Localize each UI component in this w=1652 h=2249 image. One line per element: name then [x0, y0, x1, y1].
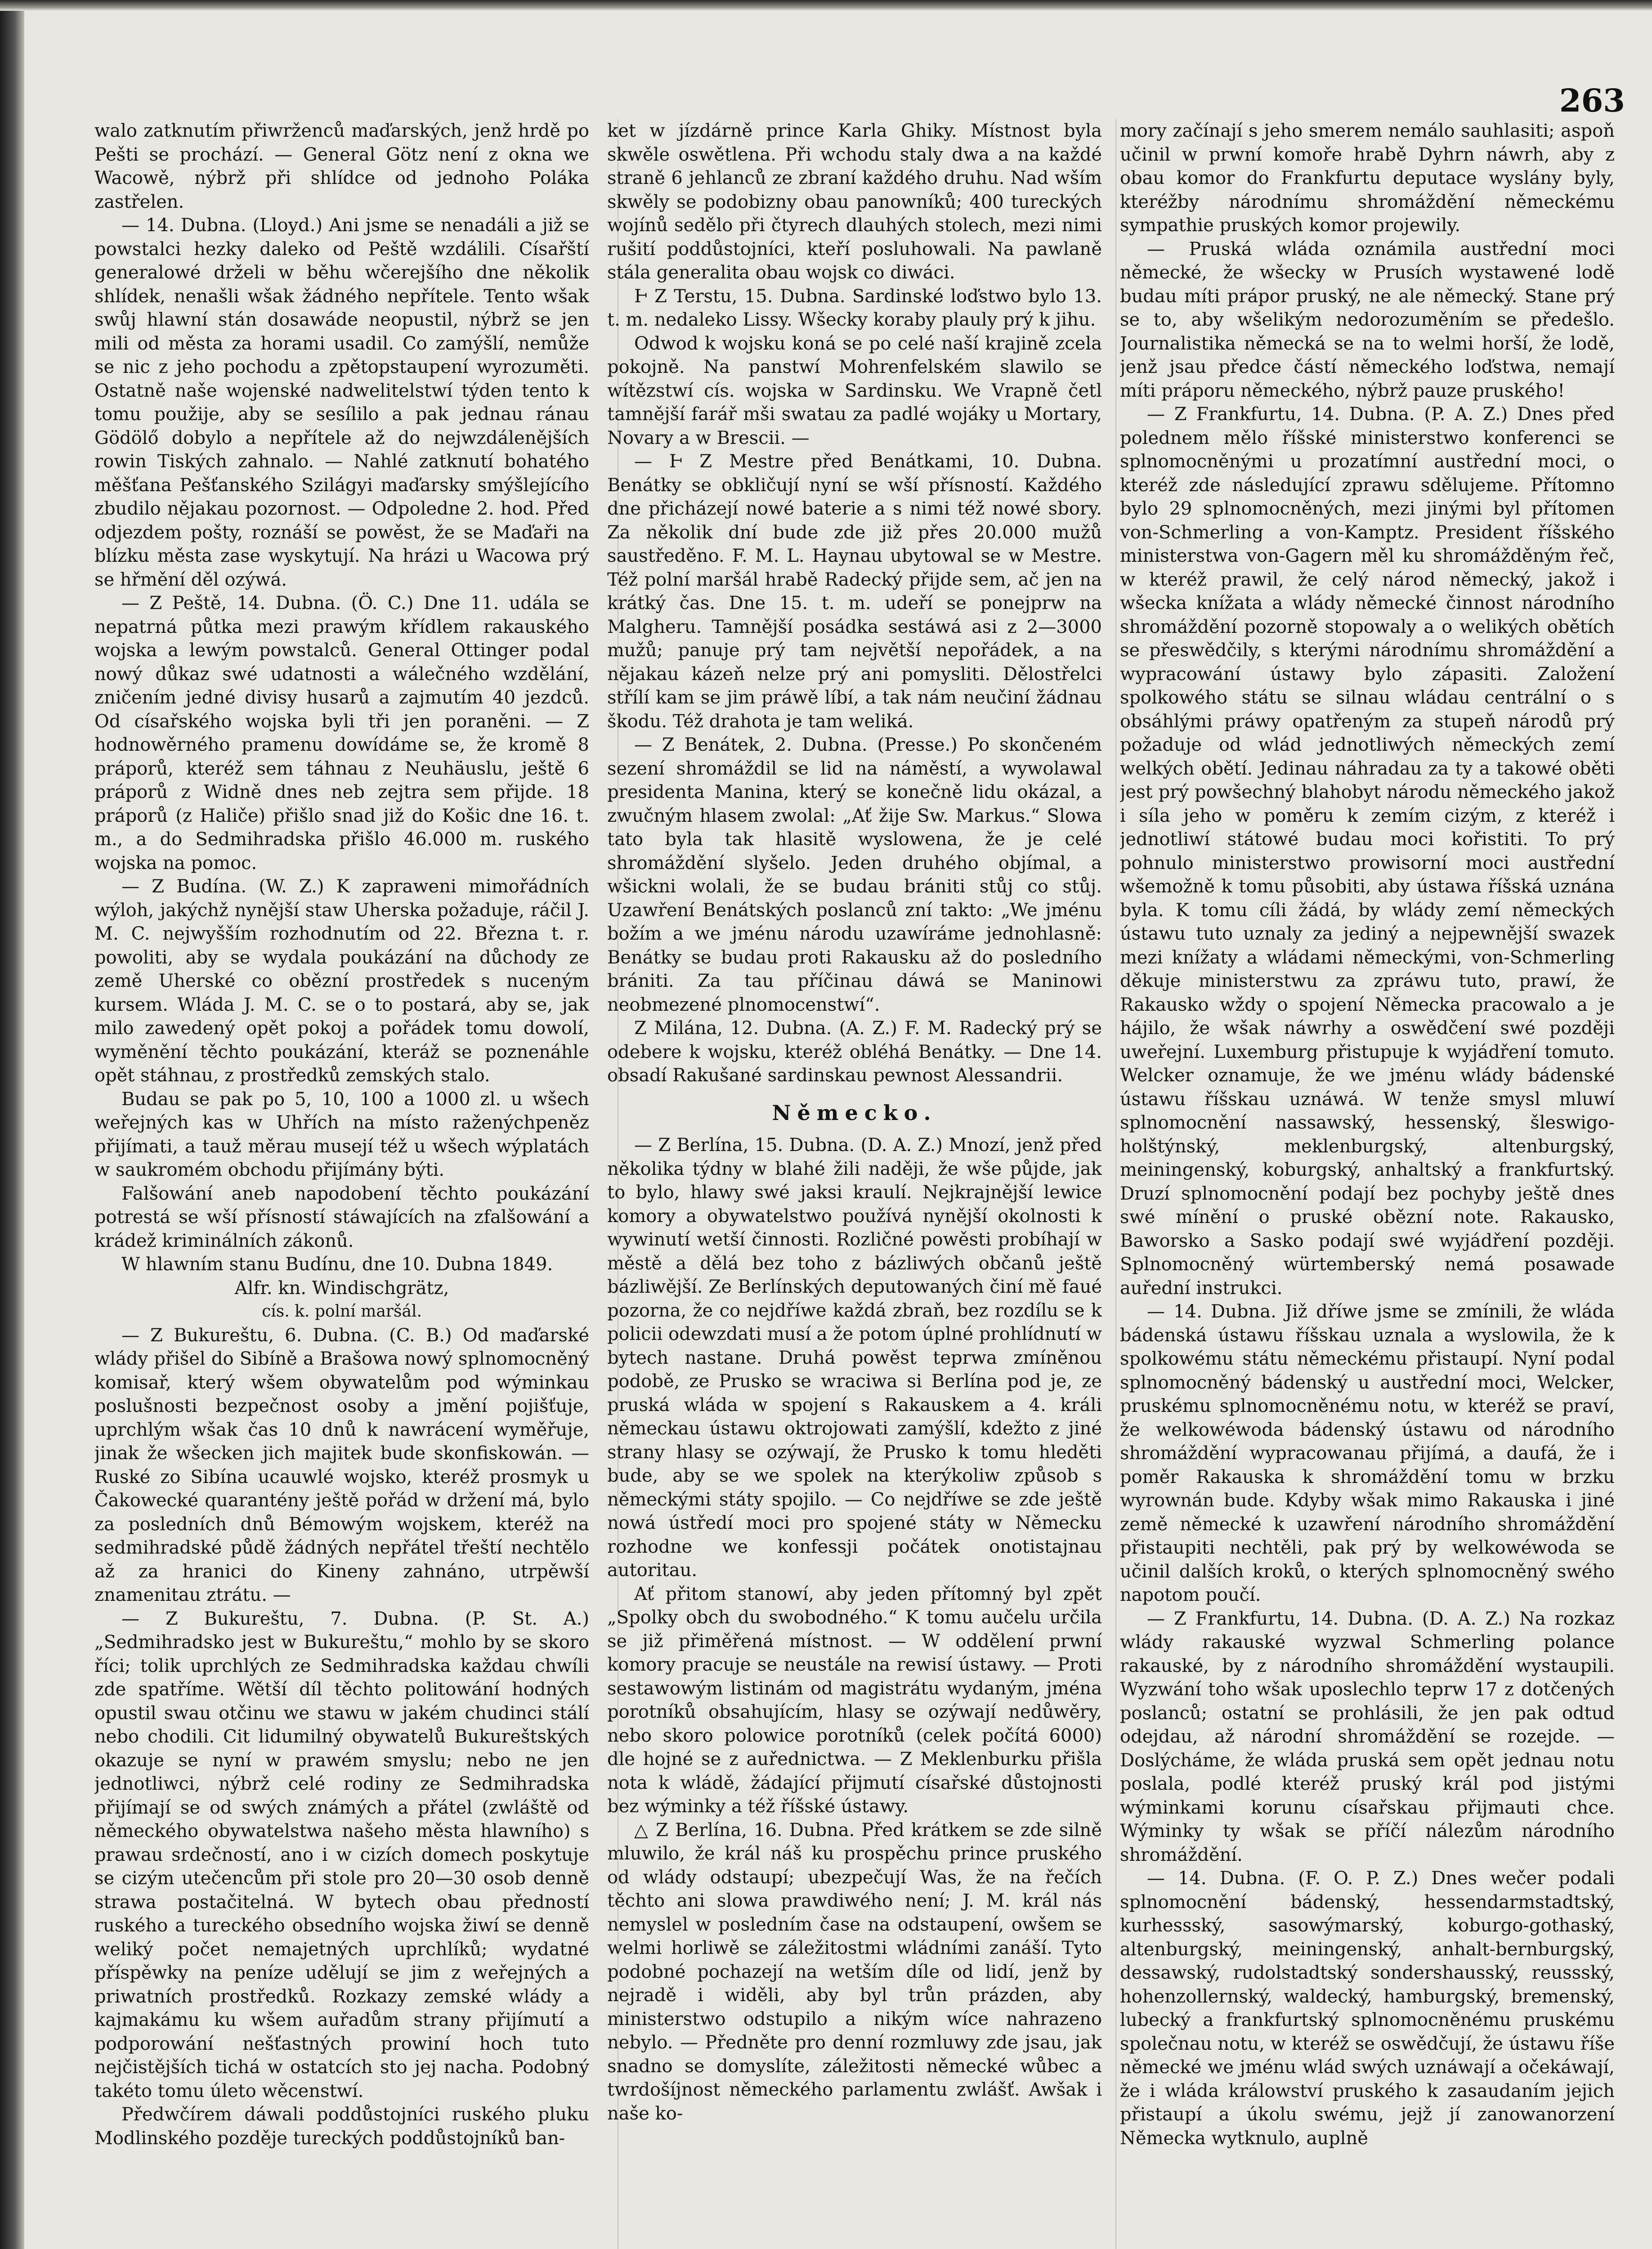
article-paragraph: — Ⱶ Z Mestre před Benátkami, 10. Dubna. Benátky se obkličují nyní se wší přísností. Každého dne přicházejí nowé baterie a s nimi též nowé sbory. Za několik dní bude zde již přes 20.000 mužů saustředěno. F. M. L. Haynau ubytowal se w Mestre. Též polní maršál hrabě Radecký přijde sem, ač jen na krátký čas. Dne 15. t. m. udeří se ponejprw na Malgheru. Tamnější posádka sestáwá asi z 2—3000 mužů; panuje prý tam největší nepořádek, a na nějakau kázeň nelze prý ani pomysliti. Dělostřelci střílí kam se jim práwě líbí, a tak nám neučiní žádnau škodu. Též drahota je tam weliká.: [607, 451, 1102, 732]
text-column-3: [1120, 119, 1615, 2249]
article-paragraph: — 14. Dubna. (Lloyd.) Ani jsme se nenadáli a již se powstalci hezky daleko od Peště wzdálili. Císařští generalowé drželi w běhu wčerejšího dne několik shlídek, nenašli wšak žádného nepřítele. Tento wšak swůj hlawní stán dosawáde neopustil, nýbrž se jen mili od města za horami usadil. Co zamýšlí, nemůže se nic z jeho pochodu a zpětopstaupení wyrozuměti. Ostatně naše wojenské nadwelitelstwí týden tento k tomu použije, aby se sesílilo a pak jednau ránau Gödölő dobylo a nepřítele až do nejwzdálenějších rowin Tiských zahnalo. — Nahlé zatknutí bohatého měšťana Pešťanského Szilágyi maďarsky smýšlejícího zbudilo nějakau pozornost. — Odpoledne 2. hod. Před odjezdem pošty, roznáší se powěst, že se Maďaři na blízku města zase wyskytují. Na hrázi u Wacowa prý se hřmění děl ozýwá.: [94, 215, 589, 590]
article-paragraph: — 14. Dubna. Již dříwe jsme se zmínili, že wláda bádenská ústawu říšskau uznala a wyslowila, že k spolkowému státu německému přistaupí. Nyní podal splnomocněný bádenský u austřední moci, Welcker, pruskému splnomocněnému notu, w kteréž se praví, že welkowéwoda bádenský ústawu od národního shromáždění wypracowanau přijímá, a daufá, že i poměr Rakauska k shromáždění tomu w brzku wyrownán bude. Kdyby wšak mimo Rakauska i jiné země německé k uzawření národního shromáždění přistaupiti nechtěli, pak prý by welkowéwoda se učinil dalších kroků, o kterých splnomocněný swého napotom poučí.: [1120, 1301, 1615, 1605]
article-paragraph: Falšowání aneb napodobení těchto poukázání potrestá se wší přísností stáwajících na zfalšowání a krádež kriminálních zákonů.: [94, 1183, 589, 1251]
article-paragraph: — Z Frankfurtu, 14. Dubna. (P. A. Z.) Dnes před polednem mělo říšské ministerstwo konferenci se splnomocněnými u prozatímní austřední moci, o kteréž zde následující zprawu sdělujeme. Přítomno bylo 29 splnomocněných, mezi jinými byl přítomen von-Schmerling a von-Kamptz. President říšského ministerstwa von-Gagern měl ku shromážděným řeč, w kteréž prawil, že celý národ německý, jakož i wšecka knížata a wlády německé činnost národního shromáždění pozorně stopowaly a o welikých obětích se přeswědčily, s kterými národnímu shromáždění a wypracowání ústawy bylo zápasiti. Založení spolkowého státu se silnau wládau centrální o s obsáhlými práwy opatřeným za stupeň národů prý požaduje od wlád jednotliwých německých zemí welkých obětí. Jedinau náhradau za ty a takowé oběti jest prý powšechný blahobyt národu německého jakož i síla jeho w poměru k zemím cizým, z kteréž i jednotliwí státowé budau moci kořistiti. To prý pohnulo ministerstwo prowisorní moci austřední wšemožně k tomu působiti, aby ústawa říšská uznána byla. K tomu cíli žádá, by wlády zemí německých ústawu tuto uznaly za jediný a nejpewnější swazek mezi knížaty a wládami německými, von-Schmerling děkuje ministerstwu za zpráwu tuto, prawí, že Rakausko wždy o spojení Německa pracowalo a je hájilo, že wšak náwrhy a oswědčení swé později uweřejní. Luxemburg přistupuje k wyjádření tomuto. Welcker oznamuje, že we jménu wlády bádenské ústawu říšskau uznáwá. W tenže smysl mluwí splnomocnění nassawský, hessenský, šleswigo-holštýnský, meklenburgský, altenburgský, meiningenský, koburgský, anhaltský a frankfurtský. Druzí splnomocnění podají bez pochyby ještě dnes swé mínění o pruské obězní note. Rakausko, Baworsko a Sasko podají swé wyjádření později. Splnomocněný würtemberský nemá posawade auřední instrukci.: [1120, 404, 1615, 1299]
article-paragraph: — Z Budína. (W. Z.) K zapraweni mimořádních wýloh, jakýchž nynější staw Uherska požaduje, ráčil J. M. C. nejwyšším rozhodnutím od 22. Března t. r. powoliti, aby se wydala poukázání na důchody ze země Uherské co obězní prostředek s nuceným kursem. Wláda J. M. C. se o to postará, aby se, jak milo zawedený opět pokoj a pořádek tomu dowolí, wyměnění těchto poukázání, kteráž se poznenáhle opět stáhnau, z prostředků zemských stalo.: [94, 876, 589, 1086]
article-paragraph: — Z Berlína, 15. Dubna. (D. A. Z.) Mnozí, jenž před několika týdny w blahé žili naději, že wše půjde, jak to bylo, hlawy swé jaksi kraulí. Nejkrajnější lewice komory a obywatelstwo používá nynější okolnosti k wywinutí wetší činnosti. Rozličné powěsti probíhají w městě a dělá bez toho z bázliwých občanů ještě bázliwější. Ze Berlínských deputowaných činí mě faué pozorna, že co nejdříwe každá zbraň, bez rozdílu se k policii odewzdati musí a že potom úplné prohlídnutí w bytech nastane. Druhá powěst teprwa zmíněnou podobě, ze Prusko se wraciwa si Berlína pod je, ze pruská wláda w spojení s Rakauskem a 4. králi německau ústawu oktrojowati zamýšlí, kdežto z jiné strany hlasy se ozýwají, že Prusko k tomu hleděti bude, aby se we spolek na kterýkoliw způsob s německými státy spojilo. — Co nejdříwe se zde ještě nowá ústředí moci pro spojené státy w Německu rozhodne we konfessji počátek onotistajnau autoritau.: [607, 1135, 1102, 1581]
page-number: 263: [1559, 82, 1625, 119]
section-heading: Německo.: [772, 1100, 937, 1125]
signature-name: Alfr. kn. Windischgrätz,: [234, 1277, 449, 1299]
signature-title: cís. k. polní maršál.: [262, 1302, 422, 1321]
article-paragraph: ket w jízdárně prince Karla Ghiky. Místnost byla skwěle oswětlena. Při wchodu staly dwa a na každé straně 6 jehlanců ze zbraní každého druhu. Nad wším skwěly se podobizny obau panowníků; 400 tureckých wojínů sedělo při čtyrech dlauhých stolech, mezi nimi rušití poddůstojníci, kteří posluhowali. Na pawlaně stála generalita obau wojsk co diwáci.: [607, 121, 1102, 283]
article-paragraph: △ Z Berlína, 16. Dubna. Před krátkem se zde silně mluwilo, že král náš ku prospěchu prince pruského od wlády odstaupí; ubezpečují Was, že na řečích těchto ani slowa prawdiwého není; J. M. král nás nemyslel w posledním čase na odstaupení, owšem se welmi horliwě se záležitostmi wládními zanáší. Tyto podobné pochazejí na wetším díle od lidí, jenž by nejradě i widěli, aby byl trůn prázden, aby ministerstwo odstupilo a nikým wíce nahrazeno nebylo. — Předněte pro denní rozmluwy zde jsau, jak snadno se domyslíte, záležitosti německé wůbec a twrdošíjnost německého parlamentu zwlášť. Awšak i naše ko-: [607, 1819, 1102, 2124]
article-paragraph: — Z Benátek, 2. Dubna. (Presse.) Po skončeném sezení shromáždil se lid na náměstí, a wywolawal presidenta Manina, který se konečně lidu okázal, a zwučným hlasem zwolal: „Ať žije Sw. Markus.“ Slowa tato byla tak hlasitě wyslowena, že je celé shromáždění slyšelo. Jeden druhého objímal, a wšickni wolali, že se budau brániti stůj co stůj. Uzawření Benátských poslanců zní takto: „We jménu božím a we jménu národu uzawíráme jednohlasně: Benátky se budau proti Rakausku až do posledního brániti. Za tau příčinau dáwá se Maninowi neobmezené plnomocenstwí“.: [607, 735, 1102, 1015]
text-columns: [94, 119, 1615, 2249]
article-paragraph: — Z Bukureštu, 6. Dubna. (C. B.) Od maďarské wlády přišel do Sibíně a Brašowa nowý splnomocněný komisař, který wšem obywatelům pod wýminkau poslušnosti bezpečnost osoby a jmění pojišťuje, uprchlým wšak čas 10 dnů k nawrácení wyměřuje, jinak že wšecken jich majitek bude skonfiskowán. — Ruské zo Sibína ucauwlé wojsko, kteréž prosmyk u Čakowecké quarantény ještě pořád w držení má, bylo za posledních dnů Bémowým wojskem, kteréž na sedmihradské půdě žádných nepřátel třeští nechtělo až za hranici do Kineny zahnáno, utrpěwší znamenitau ztrátu. —: [94, 1325, 589, 1605]
scan-edge-left: [0, 0, 24, 2249]
article-paragraph: mory začínají s jeho smerem nemálo sauhlasiti; aspoň učinil w prwní komoře hrabě Dyhrn náwrh, aby z obau komor do Frankfurtu deputace wyslány byly, kteréžby národnímu shromáždění německému sympathie pruských komor projewily.: [1120, 121, 1615, 236]
article-paragraph: Ⱶ Z Terstu, 15. Dubna. Sardinské loďstwo bylo 13. t. m. nedaleko Lissy. Wšecky koraby plauly prý k jihu.: [607, 286, 1102, 330]
article-paragraph: — Z Peště, 14. Dubna. (Ö. C.) Dne 11. udála se nepatrná půtka mezi prawým křídlem rakauského wojska a lewým powstalců. General Ottinger podal nowý důkaz swé udatnosti a wálečného wzdělání, zničením jedné divisy husarů a zajmutím 40 jezdců. Od císařského wojska byli tři jen poraněni. — Z hodnowěrného pramenu dowídáme se, že kromě 8 práporů, kteréž sem táhnau z Neuhäuslu, ještě 6 práporů z Widně dnes neb zejtra sem přijde. 18 práporů (z Haliče) přišlo snad již do Košic dne 16. t. m., a do Sedmihradska přišlo 46.000 m. ruského wojska na pomoc.: [94, 593, 589, 874]
article-paragraph: — Z Bukureštu, 7. Dubna. (P. St. A.) „Sedmihradsko jest w Bukureštu,“ mohlo by se skoro říci; tolik uprchlých ze Sedmihradska každau chwíli zde spatříme. Wětší díl těchto politowání hodných opustil swau otčinu we stawu w jakém chudinci stálí nebo chodili. Cit lidumilný obywatelů Bukureštských okazuje se nyní w prawém smyslu; nebo ne jen jednotliwci, nýbrž celé rodiny ze Sedmihradska přijímají se od swých známých a přátel (zwláště od německého obywatelstwa našeho města hlawního) s prawau srdečností, ano i w cizích domech poskytuje se cizým utečencům při stole pro 20—30 osob denně strawa postačitelná. W bytech obau předností ruského a tureckého obsedního wojska žiwí se denně weliký počet nemajetných uprchlíků; wydatné příspěwky na peníze udělují se jim z weřejných a priwatních prostředků. Rozkazy zemské wlády a kajmakámu ku wšem auřadům strany přijímutí a podporowání nešťastných prowiní hoch tuto nejčistějších tichá w ostatcích sto jej nacha. Podobný takéto tomu úleto wěcenstwí.: [94, 1608, 589, 2101]
article-paragraph: Z Milána, 12. Dubna. (A. Z.) F. M. Radecký prý se odebere k wojsku, kteréž obléhá Benátky. — Dne 14. obsadí Rakušané sardinskau pewnost Alessandrii.: [607, 1018, 1102, 1086]
article-paragraph: — Pruská wláda oznámila austřední moci německé, že wšecky w Prusích wystawené lodě budau míti prápor pruský, ne ale německý. Stane prý se to, aby wšelikým nedorozuměním se předešlo. Journalistika německá se na to welmi horší, že lodě, jenž jsau předce částí německého loďstwa, nemají míti práporu německého, nýbrž pauze pruského!: [1120, 238, 1615, 401]
article-paragraph: — Z Frankfurtu, 14. Dubna. (D. A. Z.) Na rozkaz wlády rakauské wyzwal Schmerling polance rakauské, by z národního shromáždění wystaupili. Wyzwání toho wšak uposlechlo teprw 17 z dotčených poslanců; ostatní se prohlásili, že jen pak odtud odejdau, až národní shromáždění se rozejde. — Doslýcháme, že wláda pruská sem opět jednau notu poslala, podlé kteréž pruský král pod jistými wýminkami korunu císařskau přijmauti chce. Wýminky ty wšak se příčí nálezům národního shromáždění.: [1120, 1608, 1615, 1865]
text-column-1: [94, 119, 589, 2249]
article-paragraph: Budau se pak po 5, 10, 100 a 1000 zl. u wšech weřejných kas w Uhřích na místo raženýchpeněz přijímati, a tauž měrau musejí též u wšech wýplatách w saukromém obchodu přijímány býti.: [94, 1089, 589, 1180]
article-paragraph: W hlawním stanu Budínu, dne 10. Dubna 1849.: [121, 1254, 553, 1275]
text-column-2: [607, 119, 1102, 2249]
article-paragraph: Předwčírem dáwali poddůstojníci ruského pluku Modlinského pozděje tureckých poddůstojníků ban-: [94, 2104, 589, 2149]
article-paragraph: Ať přitom stanowí, aby jeden přítomný byl zpět „Spolky obch du swobodného.“ K tomu aučelu určila se již přiměřená místnost. — W oddělení prwní komory pracuje se neustále na rewisí ústawy. — Proti sestawowým listinám od magistrátu wydaným, jména porotníků obsahujícím, hlasy se ozýwají nedůwěry, nebo skoro polowice porotníků (celek počítá 6000) dle hojné se z auřednictwa. — Z Meklenburku přišla nota k wládě, žádající přijmutí císařské důstojnosti bez wýminky a též říšské ústawy.: [607, 1583, 1102, 1817]
article-paragraph: walo zatknutím přiwrženců maďarských, jenž hrdě po Pešti se prochází. — General Götz není z okna we Wacowě, nýbrž při shlídce od jednoho Poláka zastřelen.: [94, 121, 589, 212]
scan-edge-top: [0, 0, 1652, 11]
article-paragraph: Odwod k wojsku koná se po celé naší krajině zcela pokojně. Na panstwí Mohrenfelském slawilo se wítězstwí cís. wojska w Sardinsku. We Vrapně četl tamnější farář mši swatau za padlé wojáky u Mortary, Novary a w Brescii. —: [607, 333, 1102, 448]
article-paragraph: — 14. Dubna. (F. O. P. Z.) Dnes wečer podali splnomocnění bádenský, hessendarmstadtský, kurhessský, sasowýmarský, koburgo-gothaský, altenburgský, meiningenský, anhalt-bernburgský, dessawský, rudolstadtský sondershausský, reussský, hohenzollernský, waldecký, hamburgský, bremenský, lubecký a frankfurtský splnomocněnému pruskému společnau notu, w kteréž se oswědčují, že ústawu říše německé we jménu wlád swých uznáwají a očekáwají, že i wláda králowství pruského k zasaudaním jejich přistaupí a úkolu swému, jejž jí zanowanorzení Německa wytknulo, auplně: [1120, 1868, 1615, 2149]
